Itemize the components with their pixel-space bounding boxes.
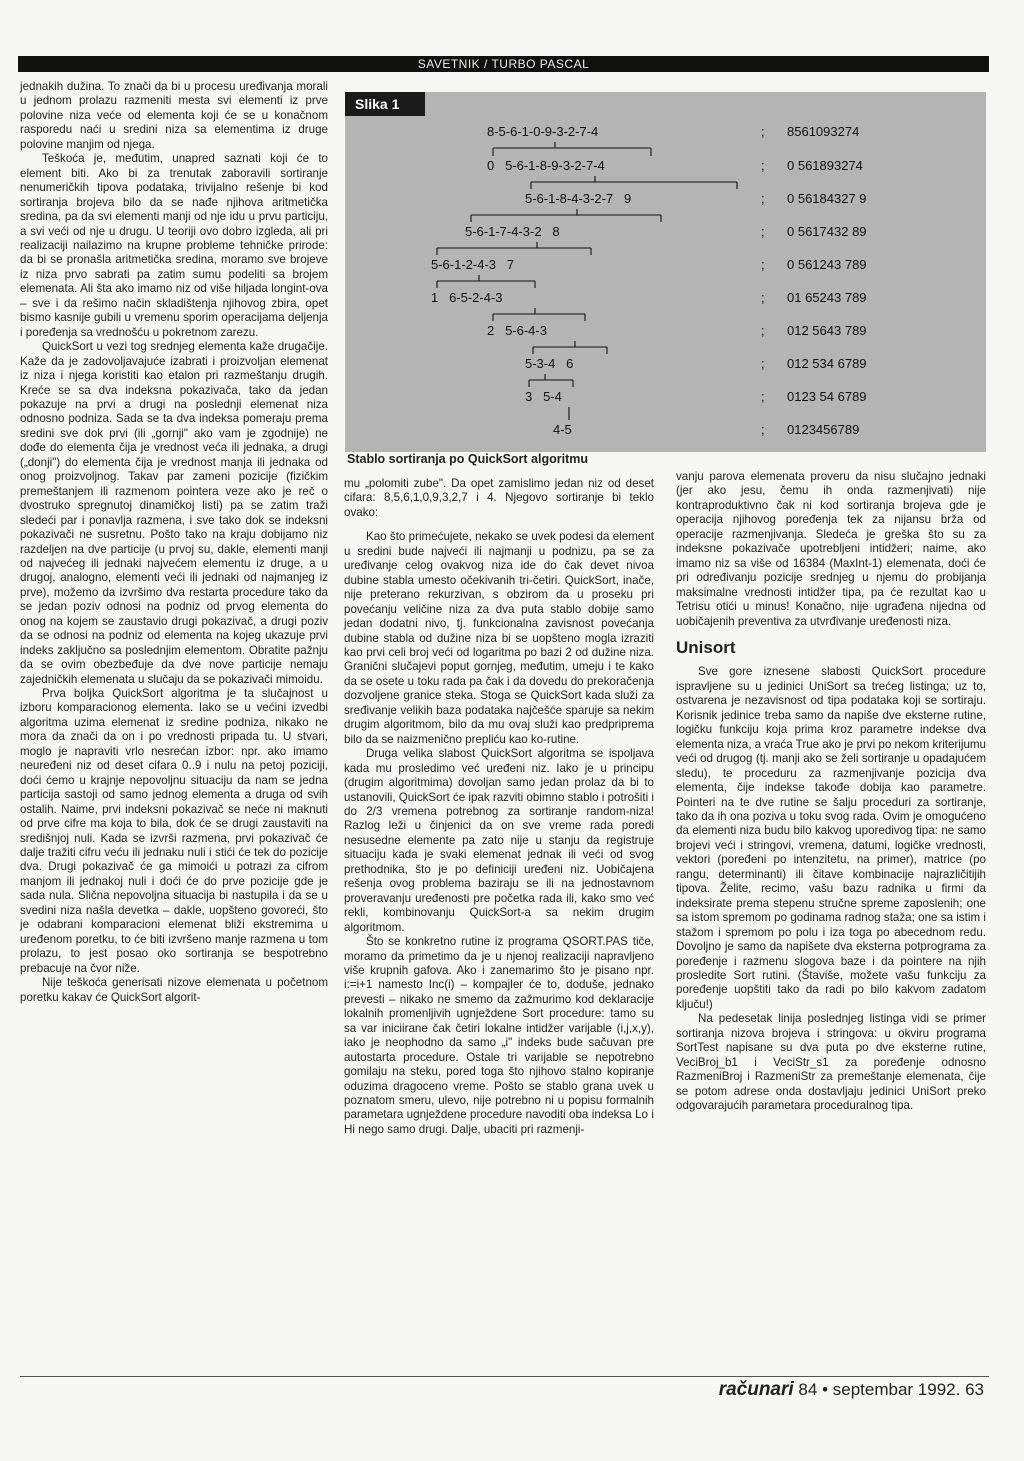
separator: ; <box>761 124 765 139</box>
magazine-brand: računari <box>718 1379 794 1400</box>
branch <box>529 374 573 387</box>
bullet-separator: • <box>822 1380 829 1399</box>
paragraph: mu „polomiti zube". Da opet zamislimo jedan niz od deset cifara: 8,5,6,1,0,9,3,2,7 i 4. Njegovo sortiranje bi teklo ovako: <box>344 477 654 519</box>
branch <box>493 142 651 156</box>
branch <box>437 242 591 255</box>
branch <box>493 308 585 321</box>
branch <box>471 209 661 222</box>
paragraph: Što se konkretno rutine iz programa QSORT.PAS tiče, moramo da primetimo da je u njenoj realizaciji napravljeno više krupnih gafova. Ako i zanemarimo što je pisano npr. i:=i+1 namesto Inc(i) – kompajler će to, doduše, jednako prevesti – nikako ne smemo da zažmurimo kod deklaracije lokalnih promenljivih ugnježdene Sort procedure: tamo su sa var iniciirane čak četiri lokalne intidžer varijable (i,j,x,y), iako je neophodno da samo „i" indeks bude sačuvan pre autostarta procedure. Ostale tri varijable se nepotrebno gomilaju na steku, pored toga što njihovo stalno kopiranje oduzima dragoceno vreme. Pošto se stablo grana uvek u poznatom smeru, ulevo, nije potrebno ni u popisu formalnih parametara ugnježdene procedure navoditi oba indeksa Lo i Hi nego samo drugi. Dalje, ubaciti pri razmenji- <box>344 935 654 1136</box>
tree-row-8: 3 5-4 <box>525 389 562 404</box>
tree-row-5: 1 6-5-2-4-3 <box>431 290 503 305</box>
tree-result-2: 0 56184327 9 <box>787 191 867 206</box>
tree-result-4: 0 561243 789 <box>787 257 867 272</box>
tree-row-0: 8-5-6-1-0-9-3-2-7-4 <box>487 124 599 139</box>
tree-result-3: 0 5617432 89 <box>787 224 867 239</box>
paragraph: QuickSort u vezi tog srednjeg elementa kaže drugačije. Kaže da je zadovoljavajuće izabrati i proizvoljan elemenat iz niza i njega koristiti kao etalon pri razmeštanju drugih. Kreće se sa dva indeksna pokazivača, tako da jedan pokazuje na prvi a drugi na poslednji elemenat niza odnosno podniza. Sada se ta dva indeksa pomeraju prema sredini sve dok prvi (ili „gornji" ako vam je zgodnije) ne dođe do elementa čija je vrednost veća ili jednaka, a drugi („donji") do elementa čija je vrednost manja ili jednaka od onog proizvoljnog. Takav par zameni pozicije (fizičkim premeštanjem ili razmenom pointera veze ako je reč o dvostruko spregnutoj dinamičkoj listi) pa se zatim traži sledeći par i ponavlja razmena, i sve tako dok se indeksni pokazivači ne susretnu. Pošto tako na kraju dobijamo niz razdeljen na dve particije (u prvoj su, dakle, elementi manji od najvećeg ili jednaki najvećem elementu iz druge, a u drugoj, analogno, elementi veći ili jednaki od najmanjeg iz prve), možemo da izvršimo dva restarta procedure tako da se jedan poziv odnosi na podniz od prvog elementa do onog na kojem se zaustavio drugi pokazivač, a drugi poziv da se odnosi na podniz od elementa na kojeg ukazuje prvi indeks zaključno sa poslednjim elementom. Obratite pažnju da se ovim obezbeđuje da dve nove particije nemaju zajedničkih elemenata u slučaju da se pokazivači mimoidu. <box>20 340 328 686</box>
tree-row-2: 5-6-1-8-4-3-2-7 9 <box>525 191 632 206</box>
separator: ; <box>761 356 765 371</box>
tree-result-6: 012 5643 789 <box>787 323 867 338</box>
paragraph: Druga velika slabost QuickSort algoritma se ispoljava kada mu prosledimo već uređeni niz. Iako je u principu (drugim algoritmima) dovoljan samo jedan prolaz da bi to ustanovili, QuickSort će ipak razviti obimno stablo i potrošiti i do 2/3 vremena potrebnog za sortiranje random-niza! Razlog leži u činjenici da on sve vreme rada poredi nesusedne elemente pa zato nije u stanju da registruje situaciju kada je svaki elemenat jednak ili veći od svog prethodnika, što je po definiciji uređeni niz. Uobičajena rešenja ovog problema baziraju se ili na jednostavnom proveravanju uređenosti pre početka rada ili, kako smo već rekli, kombinovanju QuickSort-a sa nekim drugim algoritmom. <box>344 747 654 934</box>
tree-row-7: 5-3-4 6 <box>525 356 574 371</box>
left-column <box>20 80 328 1005</box>
separator: ; <box>761 158 765 173</box>
tree-result-0: 8561093274 <box>787 124 860 139</box>
separator: ; <box>761 323 765 338</box>
tree-row-3: 5-6-1-7-4-3-2 8 <box>465 224 560 239</box>
separator: ; <box>761 257 765 272</box>
section-header-bar <box>18 56 989 72</box>
branch <box>533 341 607 354</box>
tree-branches <box>437 142 737 420</box>
tree-result-7: 012 534 6789 <box>787 356 867 371</box>
footer-rule <box>20 1376 989 1377</box>
page-footer <box>719 1379 984 1401</box>
separator: ; <box>761 191 765 206</box>
right-column <box>676 470 986 1113</box>
figure-caption: Stablo sortiranja po QuickSort algoritmu <box>347 452 589 466</box>
tree-result-8: 0123 54 6789 <box>787 389 867 404</box>
tree-row-4: 5-6-1-2-4-3 7 <box>431 257 515 272</box>
tree-results <box>761 124 867 437</box>
tree-row-1: 0 5-6-1-8-9-3-2-7-4 <box>487 158 605 173</box>
section-heading-unisort: Unisort <box>676 637 736 657</box>
figure-slika-1 <box>345 92 986 452</box>
tree-result-1: 0 561893274 <box>787 158 863 173</box>
page-number: 63 <box>965 1380 984 1399</box>
tree-row-9: 4-5 <box>553 422 572 437</box>
sorting-tree-diagram <box>345 92 986 452</box>
separator: ; <box>761 224 765 239</box>
paragraph: Prva boljka QuickSort algoritma je ta slučajnost u izboru komparacionog elementa. Iako se u većini izvedbi algoritma uzima elemenat iz sredine podniza, nikako ne mora da znači da on i po vrednosti pripada tu. U stvari, moglo je napraviti vrlo nesrećan izbor: npr. ako imamo neuređeni niz od deset cifara 0..9 i nulu na petoj poziciji, doći ćemo u krajnje nepovoljnu situaciju da nam se jedna particija sastoji od samo jednog elementa a druga od svih ostalih. Naime, prvi indeksni pokazivač se neće ni maknuti od prve cifre ma koja to bila, dok će se drugi zaustaviti na središnjoj nuli. Kada se izvrši razmena, prvi pokazivač će dalje tražiti cifru veću ili jednaku nuli i stići će tek do pozicije dva. Drugi pokazivač će ga mimoići u potrazi za cifrom manjom ili jednakoj nuli i doći će do prve pozicije gde je sada nula. Slična nepovoljna situacija bi nastupila i da se u svedini niza našla devetka – dakle, uopšteno govoreći, što je odabrani komparacioni elemenat bliži ekstremima u uređenom poretku, to će biti izvršeno manje razmena u tom prolazu, to jest posao oko sortiranja se bespotrebno prebacuje na čvor niže. <box>20 687 328 975</box>
paragraph: jednakih dužina. To znači da bi u procesu uređivanja morali u jednom prolazu razmeniti mesta svi elementi iz prve polovine niza veće od elementa koji će se u konačnom rasporedu naći u sredini niza sa elementima iz druge polovine manjim od njega. <box>20 80 328 151</box>
branch <box>531 176 737 189</box>
section-title-label: SAVETNIK / TURBO PASCAL <box>417 57 590 71</box>
paragraph: vanju parova elemenata proveru da nisu slučajno jednaki (jer ako jesu, čemu ih onda razmenjivati) nije kontraproduktivno čak ni kod sortiranja brojeva gde je operacija njihovog poređenja tek za nijansu brža od operacije razmenjivanja. Sledeća je greška što su za indeksne pokazivače upotrebljeni intidžeri; naime, ako imamo niz sa više od 16384 (MaxInt-1) elemenata, doći će pri određivanju pozicije srednjeg u njemu do probijanja maksimalne vrednosti intidžer tipa, pa će rezultat kao u Tetrisu otići u minus! Konačno, nije ugrađena nijedna od uobičajenih preventiva za utvrđivanje uređenosti niza. <box>676 470 986 628</box>
figure-label: Slika 1 <box>345 92 425 116</box>
tree-row-6: 2 5-6-4-3 <box>487 323 547 338</box>
issue-number: 84 <box>798 1380 818 1399</box>
paragraph: Teškoća je, međutim, unapred saznati koji će to element biti. Ako bi za trenutak zaboravili sortiranje nenumeričkih tipova podataka, trivijalno rešenje bi kod sortiranja brojeva bilo da se nađe njihova aritmetička sredina, pa da svi elementi manji od nje idu u prvu particiju, a svi veći od nje u drugu. U teoriji ovo dobro izgleda, ali pri realizaciji nailazimo na krupne probleme tehničke prirode: da bi se pronašla aritmetička sredina, moramo sve brojeve iz niza prvo sabrati pa zatim sumu podeliti sa brojem elemenata. Ali šta ako imamo niz od više hiljada longint-ova – sve i da rešimo način skladištenja njihovog zbira, opet bismo kasnije gubili u vremenu sporim operacijama deljenja i poređenja sa vrednošću u pokretnom zarezu. <box>20 152 328 339</box>
paragraph: Nije teškoća generisati nizove elemenata u početnom poretku kakav će QuickSort algorit- <box>20 976 328 1004</box>
tree-result-5: 01 65243 789 <box>787 290 867 305</box>
issue-date: septembar 1992. <box>832 1380 961 1399</box>
branch <box>437 275 535 288</box>
separator: ; <box>761 290 765 305</box>
separator: ; <box>761 389 765 404</box>
paragraph: Na pedesetak linija poslednjeg listinga vidi se primer sortiranja nizova brojeva i stringova: u okviru programa SortTest napisane su dva puta po dve eksterne rutine, VeciBroj_b1 i VeciStr_s1 za poređenje odnosno RazmeniBroj i RazmeniStr za premeštanje elemenata, čije se potom adrese onda dostavljaju jedinici UniSort preko odgovarajućih parametara proceduralnog tipa. <box>676 1012 986 1113</box>
paragraph: Sve gore iznesene slabosti QuickSort procedure ispravljene su u jedinici UniSort sa trećeg listinga; uz to, ostvarena je nezavisnost od tipa podataka koji se sortiraju. Korisnik jedinice treba samo da napiše dve eksterne rutine, logičku funkciju koja prima kroz parametre indekse dva elementa niza, a vraća True ako je prvi po nekom kriterijumu veći od drugog (tj. manji ako se želi sortiranje u opadajućem sledu), te proceduru za razmenjivanje pozicija dva elementa, čije indekse takođe dobija kao parametre. Pointeri na te dve rutine se šalju proceduri za sortiranje, tako da ih ona poziva u toku svog rada. Ovim je omogućeno da elementi niza budu bilo kakvog uporedivog tipa: ne samo brojevi veći i stringovi, vremena, datumi, logičke vrednosti, vektori (poređeni po intenzitetu, na primer), matrice (po rangu, determinanti) ili čitave kombinacije najrazličitijih tipova. Želite, recimo, vašu bazu radnika u firmi da indeksirate prema stepenu stručne spreme zaposlenih; one sa istom spremom po godinama radnog staža; one sa istim i stažom i spremom po polu i iza toga po abecednom redu. Dovoljno je samo da napišete dva eksterna potprograma za poređenje i razmenu slogova baze i da pointere na njih prosledite Sort rutini. (Štaviše, možete vašu funkciju za poređenje uopštiti tako da radi po bilo kakvom zadatom ključu!) <box>676 665 986 1011</box>
middle-column <box>344 477 654 1137</box>
paragraph: Kao što primećujete, nekako se uvek podesi da element u sredini bude najveći ili najmanji u podnizu, pa se za uređivanje celog ovakvog niza ide do čak devet nivoa dubine stabla umesto očekivanih tri-četiri. QuickSort, inače, nije preterano rekurzivan, s obzirom da u proseku pri povećanju veličine niza za dva puta stablo dobije samo jedan dodatni nivo, tj. funkcionalna zavisnost povećanja dubine stabla od dužine niza bi se uopšteno mogla izraziti kao prvi celi broj veći od logaritma po bazi 2 od dužine niza. Granični slučajevi poput gornjeg, međutim, umeju i te kako da se osete u toku rada pa čak i da dovedu do prekoračenja dozvoljene granice steka. Stoga se QuickSort kada služi za sređivanje velikih baza podataka najčešće sparuje sa nekim drugim algoritmom, bilo da mu ovaj služi kao predpriprema bilo da se naizmenično prepliću kao ko-rutine. <box>344 530 654 746</box>
tree-result-9: 0123456789 <box>787 422 860 437</box>
separator: ; <box>761 422 765 437</box>
